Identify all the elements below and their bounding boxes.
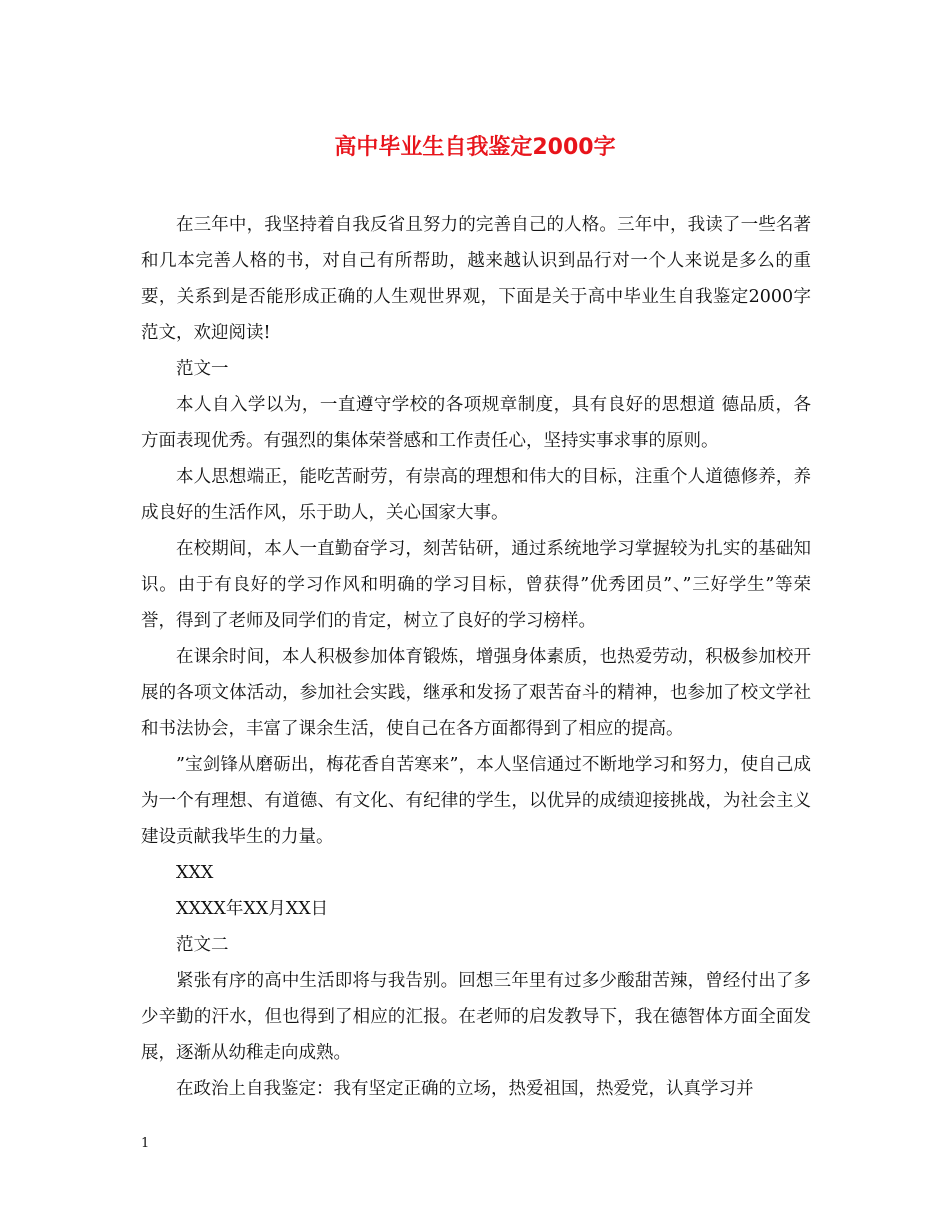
paragraph: 在政治上自我鉴定：我有坚定正确的立场，热爱祖国，热爱党，认真学习并 bbox=[176, 1079, 754, 1099]
document-body bbox=[141, 207, 811, 1107]
paragraph: 紧张有序的高中生活即将与我告别。回想三年里有过多少酸甜苦辣，曾经付出了多少辛勤的汗水，但也得到了相应的汇报。在老师的启发教导下，我在德智体方面全面发展，逐渐从幼稚走向成熟。 bbox=[141, 971, 811, 1063]
paragraph: ”宝剑锋从磨砺出，梅花香自苦寒来”，本人坚信通过不断地学习和努力，使自己成为一个有理想、有道德、有文化、有纪律的学生，以优异的成绩迎接挑战，为社会主义建设贡献我毕生的力量。 bbox=[141, 755, 811, 847]
paragraph-intro: 在三年中，我坚持着自我反省且努力的完善自己的人格。三年中，我读了一些名著和几本完善人格的书，对自己有所帮助，越来越认识到品行对一个人来说是多么的重要，关系到是否能形成正确的人生观世界观，下面是关于高中毕业生自我鉴定2000字范文，欢迎阅读! bbox=[141, 215, 811, 343]
document-title: 高中毕业生自我鉴定2000字 bbox=[334, 135, 616, 160]
page-number: 1 bbox=[141, 1136, 150, 1151]
signature-name: XXX bbox=[176, 863, 214, 883]
paragraph: 在课余时间，本人积极参加体育锻炼，增强身体素质，也热爱劳动，积极参加校开展的各项文体活动，参加社会实践，继承和发扬了艰苦奋斗的精神，也参加了校文学社和书法协会，丰富了课余生活，使自己在各方面都得到了相应的提高。 bbox=[141, 647, 811, 739]
heading-sample-one: 范文一 bbox=[176, 359, 229, 379]
paragraph: 本人自入学以为，一直遵守学校的各项规章制度，具有良好的思想道 德品质，各方面表现优秀。有强烈的集体荣誉感和工作责任心，坚持实事求事的原则。 bbox=[141, 395, 811, 451]
paragraph: 本人思想端正，能吃苦耐劳，有崇高的理想和伟大的目标，注重个人道德修养，养成良好的生活作风，乐于助人，关心国家大事。 bbox=[141, 467, 811, 523]
signature-date: XXXX年XX月XX日 bbox=[176, 899, 329, 919]
paragraph: 在校期间，本人一直勤奋学习，刻苦钻研，通过系统地学习掌握较为扎实的基础知识。由于有良好的学习作风和明确的学习目标，曾获得”优秀团员”、”三好学生”等荣誉，得到了老师及同学们的肯定，树立了良好的学习榜样。 bbox=[141, 539, 811, 631]
heading-sample-two: 范文二 bbox=[176, 935, 229, 955]
